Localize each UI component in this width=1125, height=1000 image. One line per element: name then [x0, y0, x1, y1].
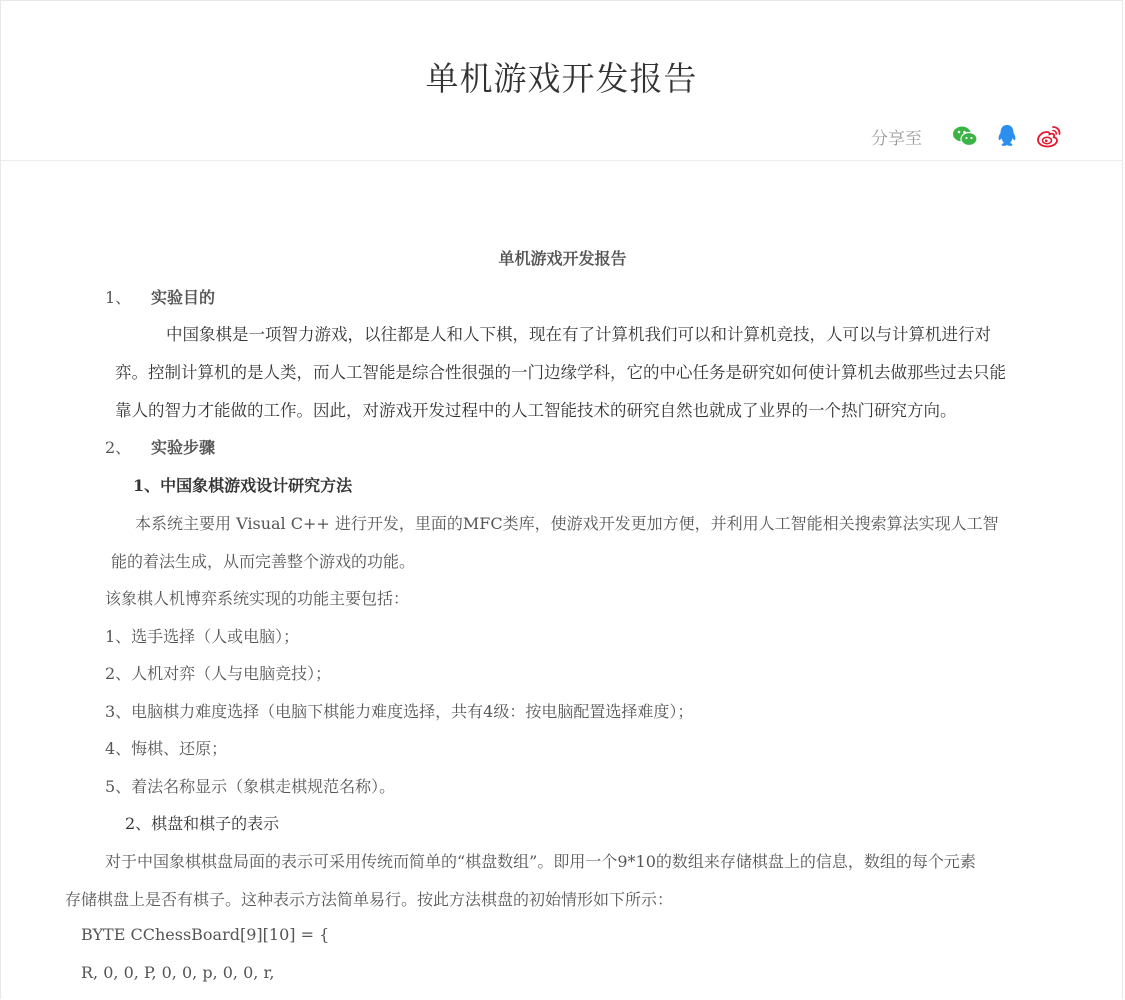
feature-item: 3、电脑棋力难度选择（电脑下棋能力难度选择，共有4级：按电脑配置选择难度）；	[105, 702, 694, 721]
paragraph-1-line-3: 靠人的智力才能做的工作。因此，对游戏开发过程中的人工智能技术的研究自然也就成了业界的一个热门研究方向。	[115, 401, 957, 420]
page-title: 单机游戏开发报告	[425, 59, 698, 98]
feature-item: 4、悔棋、还原；	[105, 739, 228, 758]
code-line-2: R, 0, 0, P, 0, 0, p, 0, 0, r,	[81, 963, 275, 982]
section-1-number: 1、	[105, 288, 132, 307]
paragraph-3-line-2: 存储棋盘上是否有棋子。这种表示方法简单易行。按此方法棋盘的初始情形如下所示：	[65, 890, 674, 909]
wechat-icon[interactable]	[952, 123, 978, 149]
paragraph-2-line-2: 能的着法生成，从而完善整个游戏的功能。	[111, 552, 416, 571]
paragraph-1-line-1: 中国象棋是一项智力游戏，以往都是人和人下棋，现在有了计算机我们可以和计算机竞技，人可以与计算机进行对	[166, 325, 991, 344]
paragraph-1-line-2: 弈。控制计算机的是人类，而人工智能是综合性很强的一门边缘学科，它的中心任务是研究如何使计算机去做那些过去只能	[115, 363, 1006, 382]
weibo-icon[interactable]	[1036, 123, 1062, 149]
section-2-title: 实验步骤	[151, 438, 216, 457]
page-header	[1, 1, 1122, 161]
document-heading: 单机游戏开发报告	[498, 249, 627, 268]
share-bar	[871, 123, 1062, 149]
subsection-2-title: 2、棋盘和棋子的表示	[125, 814, 280, 833]
feature-item: 2、人机对弈（人与电脑竞技）；	[105, 664, 332, 683]
features-intro: 该象棋人机博弈系统实现的功能主要包括：	[105, 589, 410, 608]
section-1-title: 实验目的	[151, 288, 216, 307]
share-label: 分享至	[871, 128, 922, 149]
subsection-1-title: 1、中国象棋游戏设计研究方法	[133, 476, 353, 495]
qq-icon[interactable]	[994, 123, 1020, 149]
section-2-number: 2、	[105, 438, 132, 457]
feature-item: 1、选手选择（人或电脑）；	[105, 627, 300, 646]
feature-item: 5、着法名称显示（象棋走棋规范名称）。	[105, 777, 396, 796]
paragraph-3-line-1: 对于中国象棋棋盘局面的表示可采用传统而简单的“棋盘数组”。即用一个9*10的数组来存储棋盘上的信息，数组的每个元素	[105, 852, 976, 871]
paragraph-2-line-1: 本系统主要用 Visual C++ 进行开发，里面的MFC类库，使游戏开发更加方便，并利用人工智能相关搜索算法实现人工智	[135, 514, 999, 533]
code-line-1: BYTE CChessBoard[9][10] = {	[81, 925, 330, 944]
